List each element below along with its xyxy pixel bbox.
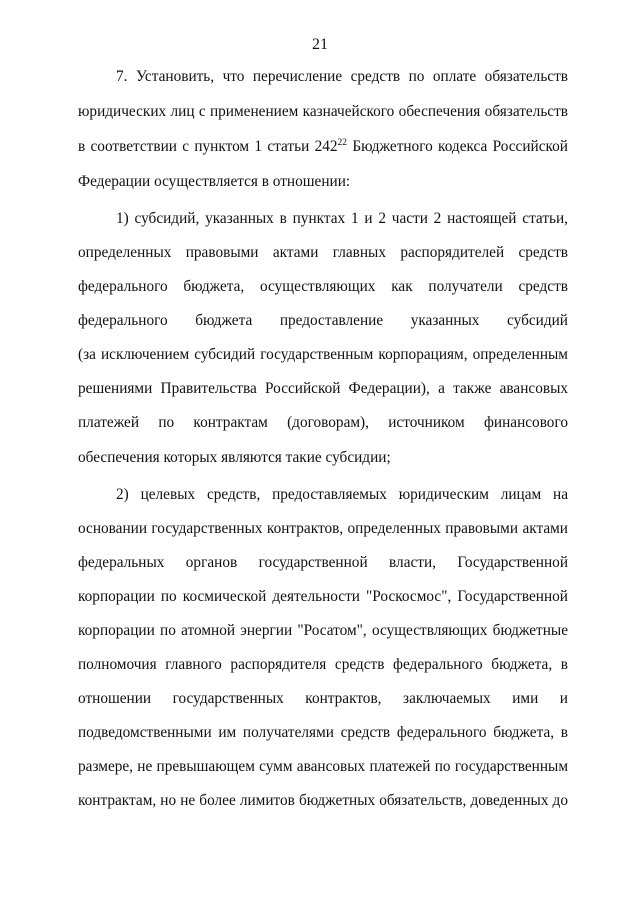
text-line <box>78 137 568 159</box>
text-line: платежей по контрактам (договорам), источником финансового <box>78 414 568 431</box>
text-line: определенных правовыми актами главных распорядителей средств <box>78 244 568 261</box>
text-line: 7. Установить, что перечисление средств по оплате обязательств <box>116 68 568 85</box>
text-line: обеспечения которых являются такие субсидии; <box>78 449 391 466</box>
text-line: 1) субсидий, указанных в пунктах 1 и 2 части 2 настоящей статьи, <box>116 210 568 227</box>
text-line: основании государственных контрактов, определенных правовыми актами <box>78 520 568 537</box>
article-superscript: 22 <box>337 138 348 148</box>
text-line: корпорации по атомной энергии "Росатом", осуществляющих бюджетные <box>78 622 568 639</box>
text-line: Федерации осуществляется в отношении: <box>78 173 351 190</box>
text-line: федерального бюджета предоставление указанных субсидий <box>78 312 568 329</box>
text-line: федерального бюджета, осуществляющих как получатели средств <box>78 278 568 295</box>
text-segment: Бюджетного кодекса Российской <box>347 138 568 155</box>
text-line: корпорации по космической деятельности "Роскосмос", Государственной <box>78 588 568 605</box>
text-line: размере, не превышающем сумм авансовых платежей по государственным <box>78 758 568 775</box>
text-line: юридических лиц с применением казначейского обеспечения обязательств <box>78 103 568 120</box>
text-line: федеральных органов государственной власти, Государственной <box>78 554 568 571</box>
page-number: 21 <box>312 36 328 53</box>
text-line: отношении государственных контрактов, заключаемых ими и <box>78 690 568 707</box>
text-line: (за исключением субсидий государственным корпорациям, определенным <box>78 346 568 363</box>
text-line: решениями Правительства Российской Федерации), а также авансовых <box>78 380 568 397</box>
text-line: контрактам, но не более лимитов бюджетных обязательств, доведенных до <box>78 792 568 809</box>
text-segment: в соответствии с пунктом 1 статьи 242 <box>78 138 338 155</box>
text-line: подведомственными им получателями средств федерального бюджета, в <box>78 724 568 741</box>
text-line: 2) целевых средств, предоставляемых юридическим лицам на <box>116 486 568 503</box>
text-line: полномочия главного распорядителя средств федерального бюджета, в <box>78 656 568 673</box>
